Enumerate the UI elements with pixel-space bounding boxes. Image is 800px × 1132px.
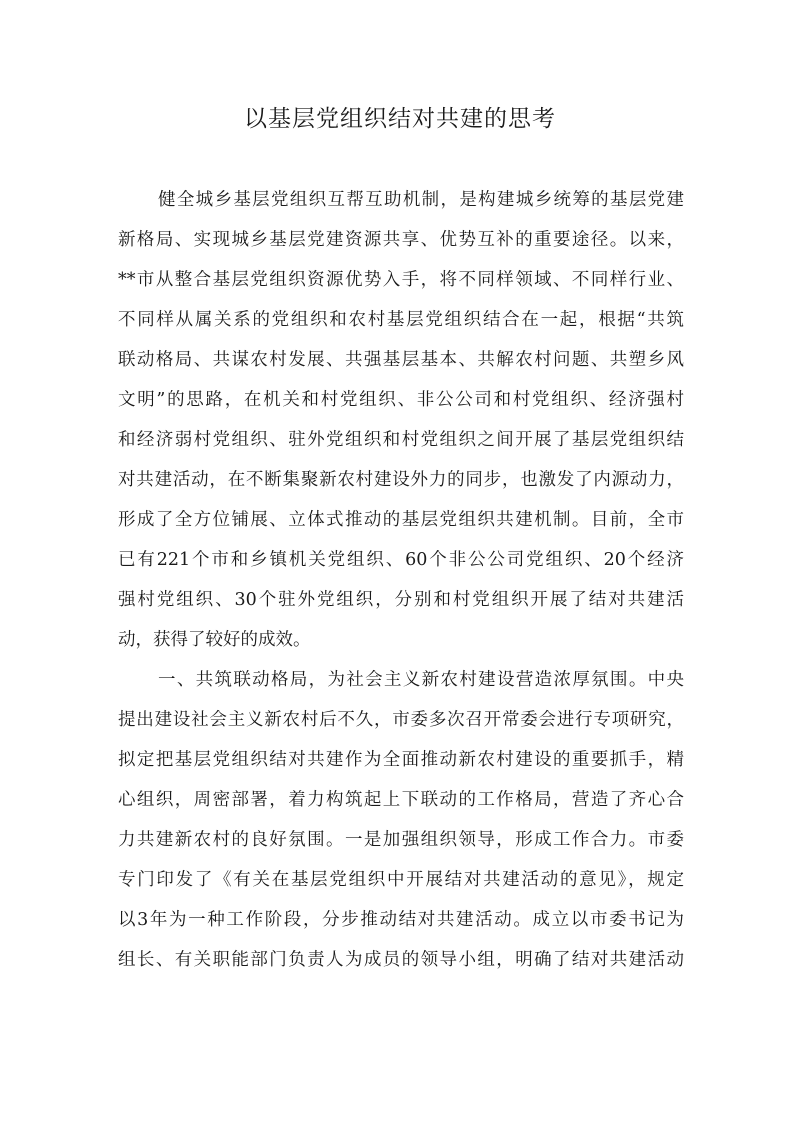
paragraph-line: 拟定把基层党组织结对共建作为全面推动新农村建设的重要抓手，精 <box>118 750 684 770</box>
paragraph-line: 专门印发了《有关在基层党组织中开展结对共建活动的意见》，规定 <box>118 870 684 890</box>
document-body <box>118 180 684 980</box>
paragraph-line: 不同样从属关系的党组织和农村基层党组织结合在一起，根据“共筑 <box>118 310 684 330</box>
paragraph-line: 文明”的思路，在机关和村党组织、非公公司和村党组织、经济强村 <box>118 390 684 410</box>
paragraph-line: 提出建设社会主义新农村后不久，市委多次召开常委会进行专项研究， <box>118 710 684 730</box>
paragraph-line: 新格局、实现城乡基层党建资源共享、优势互补的重要途径。以来， <box>118 230 684 250</box>
paragraph-line: 动，获得了较好的成效。 <box>118 630 311 650</box>
paragraph-line: 对共建活动，在不断集聚新农村建设外力的同步，也激发了内源动力， <box>118 470 684 490</box>
paragraph-line: 以3年为一种工作阶段，分步推动结对共建活动。成立以市委书记为 <box>118 910 684 930</box>
paragraph-line: 联动格局、共谋农村发展、共强基层基本、共解农村问题、共塑乡风 <box>118 350 684 370</box>
paragraph-line: 和经济弱村党组织、驻外党组织和村党组织之间开展了基层党组织结 <box>118 430 684 450</box>
paragraph-line: 心组织，周密部署，着力构筑起上下联动的工作格局，营造了齐心合 <box>118 790 684 810</box>
paragraph-line: 一、共筑联动格局，为社会主义新农村建设营造浓厚氛围。中央 <box>158 670 684 690</box>
paragraph-line: 强村党组织、30个驻外党组织，分别和村党组织开展了结对共建活 <box>118 590 684 610</box>
paragraph-line: 健全城乡基层党组织互帮互助机制，是构建城乡统筹的基层党建 <box>158 190 684 210</box>
paragraph-line: 力共建新农村的良好氛围。一是加强组织领导，形成工作合力。市委 <box>118 830 684 850</box>
paragraph-line: 已有221个市和乡镇机关党组织、60个非公公司党组织、20个经济 <box>118 550 684 570</box>
paragraph-line: 形成了全方位铺展、立体式推动的基层党组织共建机制。目前，全市 <box>118 510 684 530</box>
paragraph-line: 组长、有关职能部门负责人为成员的领导小组，明确了结对共建活动 <box>118 950 684 970</box>
document-title: 以基层党组织结对共建的思考 <box>244 106 556 132</box>
paragraph-line: **市从整合基层党组织资源优势入手，将不同样领域、不同样行业、 <box>118 270 684 290</box>
